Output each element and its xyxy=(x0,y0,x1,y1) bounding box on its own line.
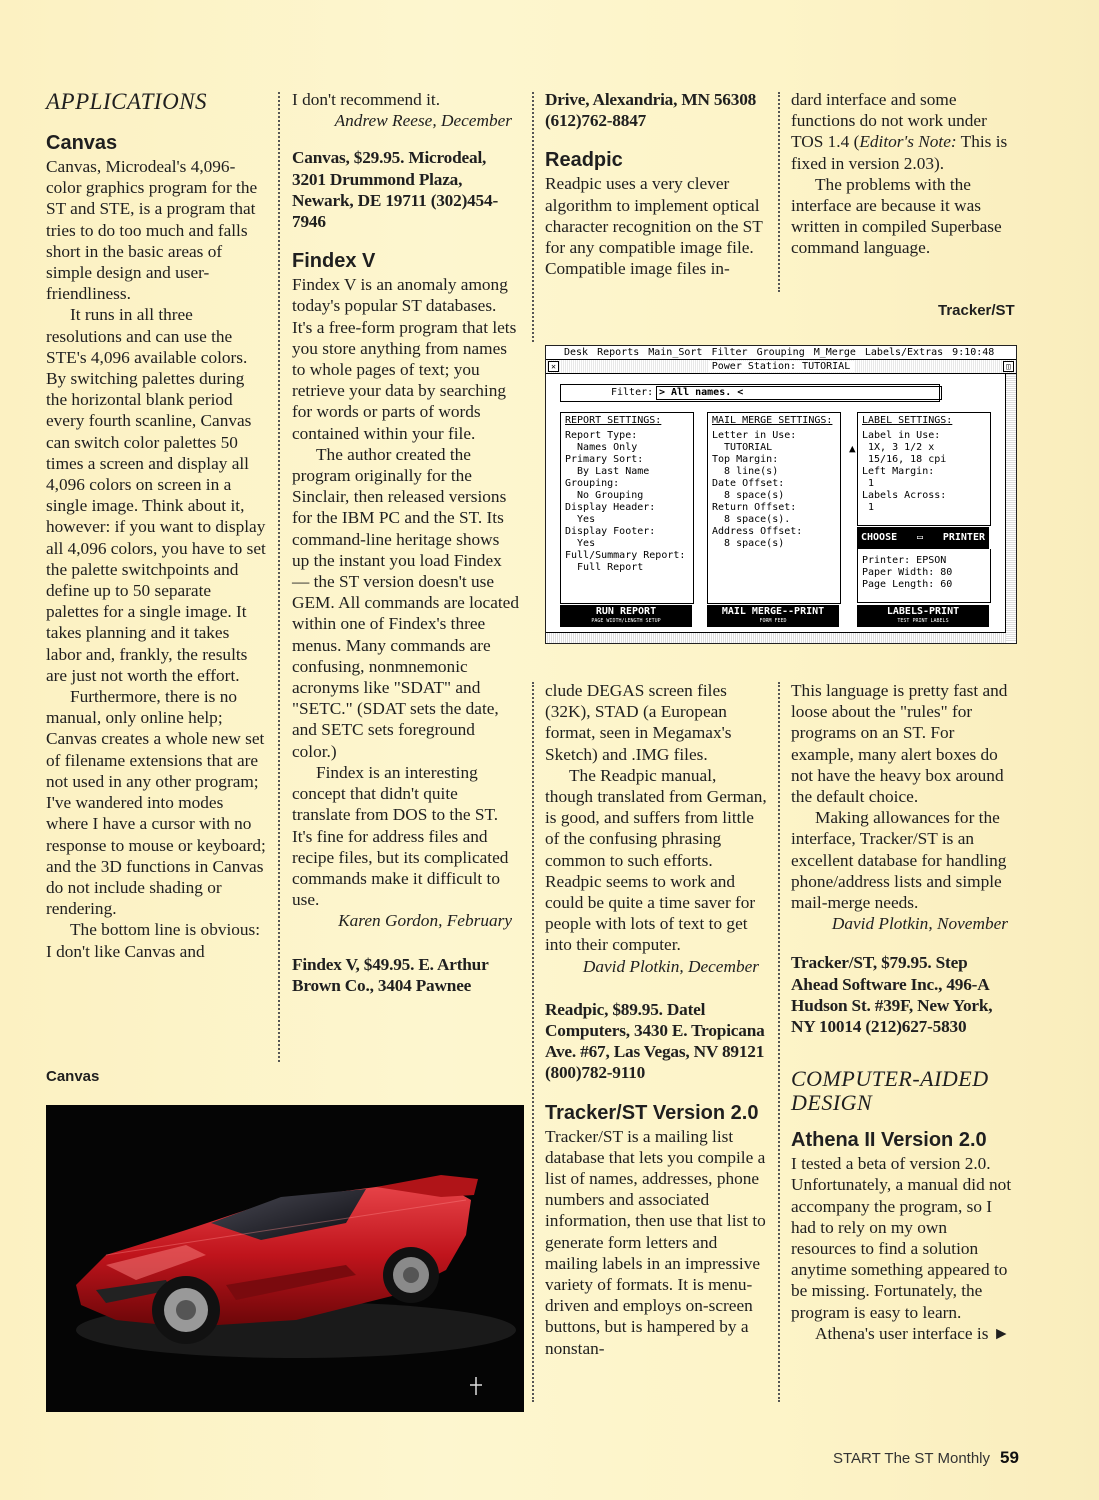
paragraph: I don't recommend it. xyxy=(292,90,441,109)
section-title-applications: APPLICATIONS xyxy=(46,89,208,114)
heading-canvas: Canvas xyxy=(46,132,118,154)
heading-findex: Findex V xyxy=(292,250,376,273)
column-3 xyxy=(545,89,767,279)
report-settings-title: REPORT SETTINGS: xyxy=(565,415,662,426)
mail-merge-body: Letter in Use: TUTORIAL Top Margin: 8 line(s) Date Offset: 8 space(s) Return Offset: 8 space(s). Address Offset: 8 space(s) xyxy=(712,430,803,549)
menu-reports[interactable]: Reports xyxy=(597,347,640,358)
window-title: Power Station: TUTORIAL xyxy=(708,361,854,372)
filter-label: Filter: xyxy=(611,387,654,398)
column-divider xyxy=(532,92,534,342)
page-footer xyxy=(833,1448,1019,1468)
byline: David Plotkin, December xyxy=(582,956,759,976)
price-info: Canvas, $29.95. Microdeal, 3201 Drummond Plaza, Newark, DE 19711 (302)454-7946 xyxy=(292,148,498,232)
label-settings-panel xyxy=(857,412,991,526)
byline: Andrew Reese, December xyxy=(334,111,512,131)
column-divider xyxy=(778,92,780,292)
choose-label: CHOOSE xyxy=(861,532,898,543)
fullscreen-icon[interactable]: ◫ xyxy=(1003,361,1014,372)
paragraph: I tested a beta of version 2.0. Unfortunately, a manual did not accompany the program, so I had to rely on my own resources to find a solution anytime something appeared to be missing. Fortunately, the program is easy to learn. xyxy=(791,1154,1012,1322)
paragraph: Readpic uses a very clever algorithm to implement optical character recognition on the ST for any compatible image file. Compatible image files in- xyxy=(545,174,763,279)
paragraph: Furthermore, there is no manual, only online help; Canvas creates a whole new set of filename extensions that are not used in any other program; I've wandered into modes where I have a cursor with no response to mouse or keyboard; and the 3D functions in Canvas do not include shading or rendering. xyxy=(46,687,266,919)
paragraph: Findex V is an anomaly among today's popular ST databases. It's a free-form program that lets you store anything from names to whole pages of text; you retrieve your data by searching for words or parts of words contained within your file. xyxy=(292,275,517,443)
printer-panel xyxy=(857,549,991,603)
car-illustration xyxy=(46,1105,524,1412)
caption-canvas: Canvas xyxy=(46,1068,100,1085)
heading-readpic: Readpic xyxy=(545,149,623,172)
mail-merge-print-label: MAIL MERGE--PRINT xyxy=(721,606,825,617)
paragraph: The author created the program originally for the Sinclair, then released versions for the IBM PC and the ST. Its command-line heritage shows up the instant you load Findex — the ST version doesn't use GEM. All commands are located within one of Findex's three menus. Many commands are confusing, nonmnemonic acronyms like "SDAT" and "SETC." (SDAT sets the date, and SETC sets foreground color.) xyxy=(292,444,519,761)
tracker-screenshot xyxy=(545,345,1017,644)
menu-labels-extras[interactable]: Labels/Extras xyxy=(864,347,944,358)
price-info: Tracker/ST, $79.95. Step Ahead Software Inc., 496-A Hudson St. #39F, New York, NY 10014 (212)627-5830 xyxy=(791,953,993,1037)
paragraph: Making allowances for the interface, Tracker/ST is an excellent database for handling phone/address lists and simple mail-merge needs. xyxy=(791,808,1007,913)
paragraph: It runs in all three resolutions and can use the STE's 4,096 available colors. By switching palettes during the horizontal blank period every fourth scanline, Canvas can switch color palettes 50 times a screen and display all 4,096 colors on screen in a single image. Think about it, however: if you want to display all 4,096 colors, you have to set the palette switchpoints and define up to 50 separate palettes for a single image. It takes planning and it takes labor and, frankly, the results are just not worth the effort. xyxy=(46,305,266,685)
paragraph: The bottom line is obvious: I don't like Canvas and xyxy=(46,920,261,961)
column-2 xyxy=(292,89,520,996)
label-settings-body: Label in Use: 1X, 3 1/2 x 15/16, 18 cpi Left Margin: 1 Labels Across: 1 xyxy=(862,430,947,513)
column-3-lower xyxy=(545,680,767,1359)
column-4-lower xyxy=(791,680,1016,1344)
column-divider xyxy=(532,682,534,1402)
mouse-pointer-icon: ▲ xyxy=(849,442,856,455)
column-1 xyxy=(46,90,268,962)
label-settings-title: LABEL SETTINGS: xyxy=(862,415,953,426)
canvas-ferrari-image xyxy=(46,1105,524,1412)
byline: Karen Gordon, February xyxy=(338,911,512,931)
run-report-button[interactable] xyxy=(560,605,692,627)
paragraph: This language is pretty fast and loose about the "rules" for programs on an ST. For example, many alert boxes do not have the heavy box around the default choice. xyxy=(791,681,1008,807)
vertical-scrollbar[interactable] xyxy=(1005,374,1016,642)
menu-bar xyxy=(546,346,1016,360)
mail-merge-panel xyxy=(707,412,841,604)
byline: David Plotkin, November xyxy=(831,914,1008,934)
caption-tracker: Tracker/ST xyxy=(938,302,1015,319)
mail-merge-title: MAIL MERGE SETTINGS: xyxy=(712,415,833,426)
column-divider xyxy=(778,682,780,1402)
run-report-sub: PAGE WIDTH/LENGTH SETUP xyxy=(591,618,661,624)
mail-merge-print-button[interactable] xyxy=(707,605,839,627)
choose-printer-button[interactable] xyxy=(857,527,989,549)
labels-print-sub: TEST PRINT LABELS xyxy=(897,618,949,624)
clock: 9:10:48 xyxy=(952,347,995,358)
price-info: Findex V, $49.95. E. Arthur Brown Co., 3404 Pawnee xyxy=(292,954,489,995)
text: dard interface and some functions do not work under TOS 1.4 ( xyxy=(791,90,987,152)
close-icon[interactable]: ✕ xyxy=(548,361,559,372)
menu-m-merge[interactable]: M_Merge xyxy=(813,347,856,358)
price-info: Readpic, $89.95. Datel Computers, 3430 E. Tropicana Ave. #67, Las Vegas, NV 89121 (800)782-9110 xyxy=(545,999,765,1083)
report-settings-body: Report Type: Names Only Primary Sort: By Last Name Grouping: No Grouping Display Header: Yes Display Footer: Yes Full/Summary Report: Full Report xyxy=(565,430,686,573)
column-4 xyxy=(791,89,1016,259)
editor-note: Editor's Note: xyxy=(859,132,957,152)
menu-grouping[interactable]: Grouping xyxy=(756,347,805,358)
paragraph: Tracker/ST is a mailing list database that lets you compile a list of names, addresses, phone numbers and associated information, then use that list to generate form letters and mailing labels in an impressive variety of formats. It is menu-driven and employs on-screen buttons, but is hampered by a nonstan- xyxy=(545,1126,766,1358)
filter-row xyxy=(560,384,940,402)
paragraph: Findex is an interesting concept that didn't quite translate from DOS to the ST. It's fine for address files and recipe files, but its complicated commands make it difficult to use. xyxy=(292,762,509,910)
price-info: Drive, Alexandria, MN 56308 (612)762-8847 xyxy=(545,90,757,131)
menu-filter[interactable]: Filter xyxy=(711,347,748,358)
window-titlebar[interactable] xyxy=(546,360,1016,374)
printer-icon: ▭ xyxy=(916,532,923,543)
report-settings-panel xyxy=(560,412,694,604)
paragraph: Athena's user interface is ► xyxy=(815,1323,1010,1343)
printer-label: PRINTER xyxy=(942,532,985,543)
printer-body: Printer: EPSON Paper Width: 80 Page Length: 60 xyxy=(862,555,953,590)
column-divider xyxy=(278,92,280,1062)
section-title-cad: COMPUTER-AIDED DESIGN xyxy=(791,1066,989,1116)
menu-desk[interactable]: Desk xyxy=(564,347,589,358)
paragraph: clude DEGAS screen files (32K), STAD (a European format, seen in Megamax's Sketch) and .IMG files. xyxy=(545,681,732,764)
paragraph: The Readpic manual, though translated from German, is good, and suffers from little of the confusing phrasing common to such efforts. Readpic seems to work and could be quite a time saver for people with lots of text to get into their computer. xyxy=(545,765,767,955)
labels-print-button[interactable] xyxy=(857,605,989,627)
filter-field[interactable]: > All names. < xyxy=(656,386,942,400)
run-report-label: RUN REPORT xyxy=(595,606,657,617)
paragraph: The problems with the interface are because it was written in compiled Superbase command language. xyxy=(791,174,1002,258)
paragraph xyxy=(791,89,1016,174)
horizontal-scrollbar[interactable] xyxy=(546,632,1006,643)
heading-tracker: Tracker/ST Version 2.0 xyxy=(545,1101,759,1124)
menu-main-sort[interactable]: Main_Sort xyxy=(648,347,703,358)
heading-athena: Athena II Version 2.0 xyxy=(791,1129,987,1152)
paragraph: Canvas, Microdeal's 4,096-color graphics program for the ST and STE, is a program that tries to do too much and falls short in the basic areas of simple design and user-friendliness. xyxy=(46,157,258,304)
magazine-name: START The ST Monthly xyxy=(833,1450,991,1467)
page-number: 59 xyxy=(1000,1448,1019,1467)
labels-print-label: LABELS-PRINT xyxy=(886,606,960,617)
text: This is fixed in version 2.03). xyxy=(791,132,1008,173)
mail-merge-print-sub: FORM FEED xyxy=(759,618,787,624)
